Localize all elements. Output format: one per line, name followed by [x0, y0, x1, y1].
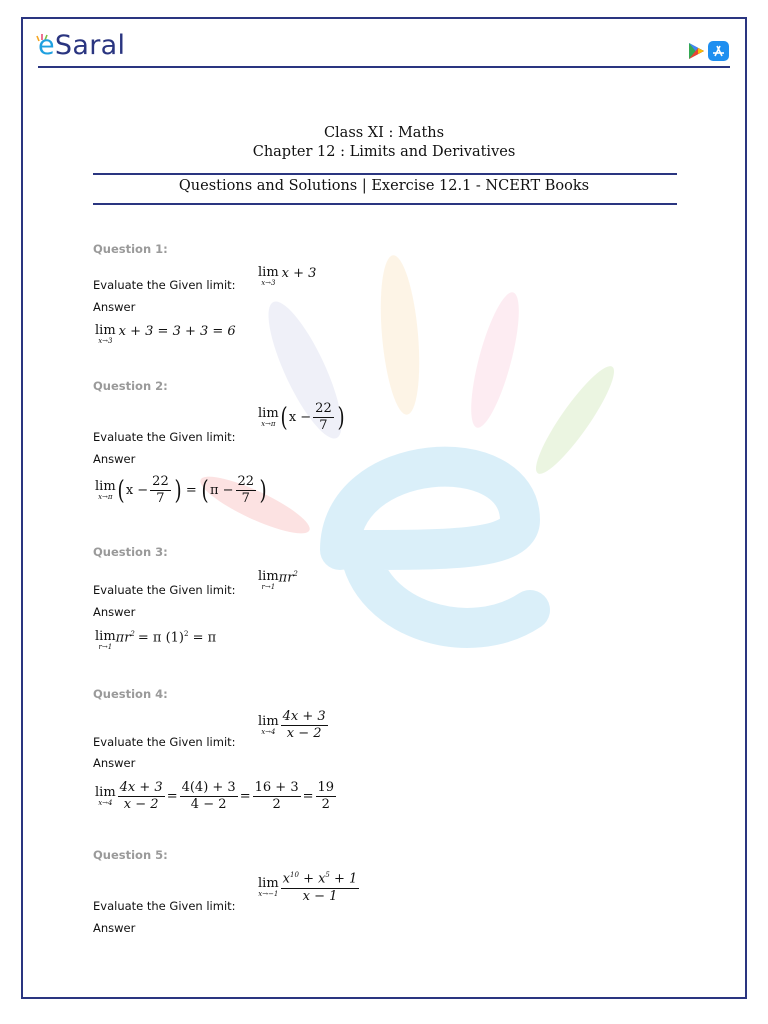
question-2-answer-label: Answer [93, 452, 136, 466]
title-rule-bottom [93, 203, 677, 205]
question-4-prompt: Evaluate the Given limit: [93, 735, 236, 749]
question-5-answer-label: Answer [93, 921, 136, 935]
question-1-expression: lim x→3 x + 3 [258, 265, 317, 287]
header-divider [38, 66, 730, 68]
question-4-label: Question 4: [93, 687, 168, 701]
title-rule-top [93, 173, 677, 175]
question-2-solution: lim x→π ( x − $\frac{22}{7}$ ) = ( π − $\frac{22}{7}$ ) [95, 474, 267, 507]
question-2-expression: lim x→π ( x − $\frac{22}{7}$ ) [258, 401, 345, 434]
exercise-subtitle: Questions and Solutions | Exercise 12.1 - NCERT Books [178, 178, 590, 194]
question-2-label: Question 2: [93, 379, 168, 393]
question-1-solution: lim x→3 x + 3 = 3 + 3 = 6 [95, 323, 236, 345]
esaral-logo[interactable] [38, 30, 125, 61]
question-4-answer-label: Answer [93, 756, 136, 770]
question-5-prompt: Evaluate the Given limit: [93, 899, 236, 913]
class-title: Class XI : Maths [323, 125, 445, 141]
play-store-icon[interactable] [689, 43, 704, 59]
logo-prefix: e [38, 30, 55, 61]
question-3-label: Question 3: [93, 545, 168, 559]
store-icons [687, 40, 731, 62]
question-4-expression: lim x→4 $\frac{4x + 3}{x - 2}$ [258, 709, 326, 742]
question-1-prompt: Evaluate the Given limit: [93, 278, 236, 292]
watermark-logo-icon [190, 250, 630, 670]
question-3-prompt: Evaluate the Given limit: [93, 583, 236, 597]
question-1-label: Question 1: [93, 242, 168, 256]
question-4-solution: lim x→4 $\frac{4x + 3}{x - 2}$ = $\frac{4(4) + 3}{4 - 2}$ = $\frac{16 + 3}{2}$ = $\frac{19}{2}$ [95, 780, 335, 813]
app-store-icon[interactable] [708, 41, 729, 61]
logo-suffix: Saral [54, 30, 126, 61]
question-5-expression: lim x→−1 $\frac{x^{10} + x^5 + 1}{x - 1}$ [258, 871, 358, 904]
question-3-solution: lim r→1 $\pi r^2$ = π $(1)^2 = \pi$ [95, 629, 217, 651]
chapter-title: Chapter 12 : Limits and Derivatives [252, 144, 516, 160]
question-3-answer-label: Answer [93, 605, 136, 619]
question-3-expression: lim r→1 $\pi r^2$ [258, 569, 298, 591]
question-5-label: Question 5: [93, 848, 168, 862]
question-1-answer-label: Answer [93, 300, 136, 314]
question-2-prompt: Evaluate the Given limit: [93, 430, 236, 444]
